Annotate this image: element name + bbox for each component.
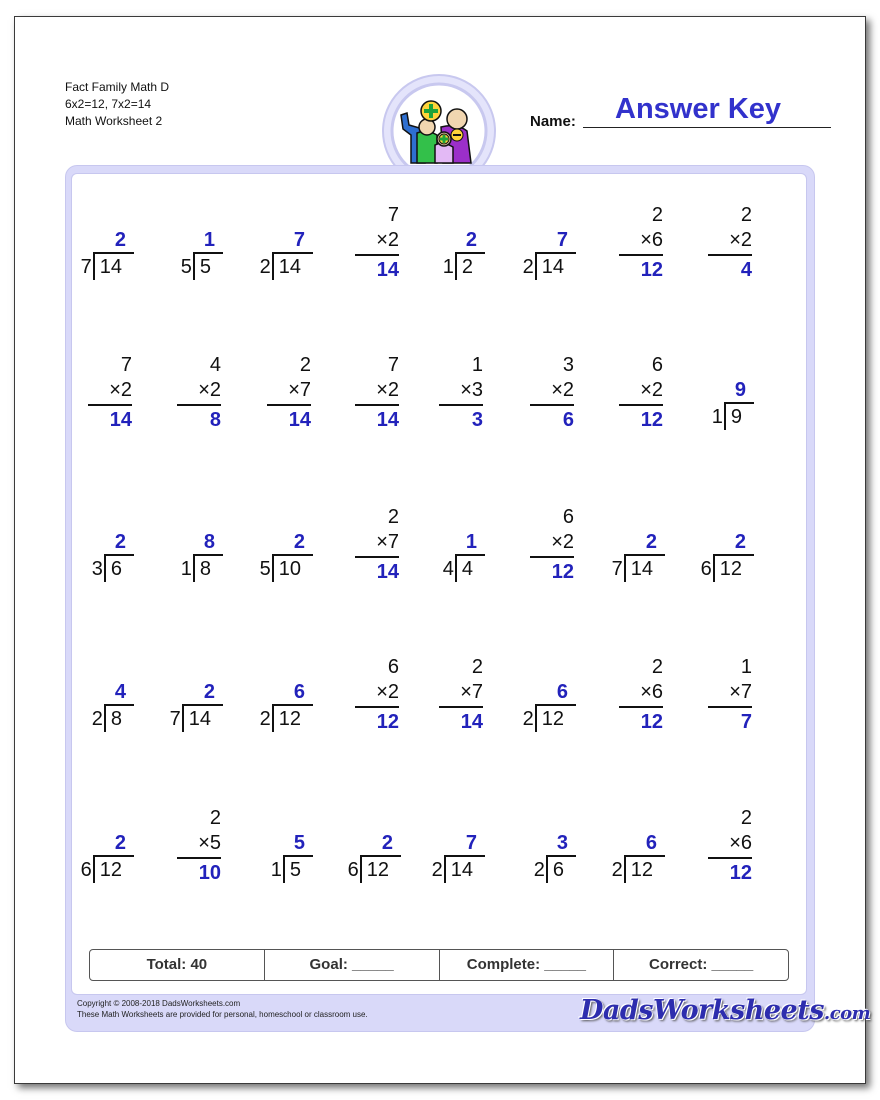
quotient-answer: 4 xyxy=(114,681,126,703)
divisor: 7 xyxy=(80,256,92,278)
quotient-answer: 1 xyxy=(203,229,215,251)
product-answer: 12 xyxy=(729,862,752,884)
factor-operator: ×2 xyxy=(355,680,399,708)
divisor: 1 xyxy=(180,558,192,580)
factor-top: 6 xyxy=(651,354,663,376)
divisor: 7 xyxy=(169,708,181,730)
division-problem xyxy=(143,530,223,582)
goal-cell: Goal: _____ xyxy=(265,950,440,980)
factor-top: 7 xyxy=(387,354,399,376)
factor-operator: ×7 xyxy=(267,378,311,406)
dividend: 14 xyxy=(93,252,134,280)
division-problem xyxy=(54,530,134,582)
divisor: 2 xyxy=(431,859,443,881)
quotient-answer: 6 xyxy=(293,681,305,703)
copyright-text: Copyright © 2008-2018 DadsWorksheets.com xyxy=(77,999,241,1008)
product-answer: 8 xyxy=(209,409,221,431)
product-answer: 14 xyxy=(376,561,399,583)
dividend: 10 xyxy=(272,554,313,582)
product-answer: 10 xyxy=(198,862,221,884)
product-answer: 6 xyxy=(562,409,574,431)
factor-top: 1 xyxy=(471,354,483,376)
division-problem xyxy=(233,530,313,582)
factor-top: 2 xyxy=(387,506,399,528)
score-summary xyxy=(89,949,789,981)
quotient-answer: 1 xyxy=(465,531,477,553)
total-cell: Total: 40 xyxy=(90,950,265,980)
factor-top: 2 xyxy=(651,204,663,226)
factor-top: 7 xyxy=(387,204,399,226)
multiplication-problem xyxy=(88,352,132,432)
quotient-answer: 9 xyxy=(734,379,746,401)
divisor: 1 xyxy=(711,406,723,428)
dividend: 14 xyxy=(272,252,313,280)
quotient-answer: 2 xyxy=(734,531,746,553)
division-problem xyxy=(405,228,485,280)
division-problem xyxy=(233,228,313,280)
factor-top: 2 xyxy=(471,656,483,678)
factor-operator: ×7 xyxy=(355,530,399,558)
dividend: 12 xyxy=(535,704,576,732)
factor-operator: ×7 xyxy=(439,680,483,708)
dividend: 8 xyxy=(193,554,223,582)
quotient-answer: 7 xyxy=(293,229,305,251)
quotient-answer: 2 xyxy=(465,229,477,251)
division-problem xyxy=(233,831,313,883)
product-answer: 14 xyxy=(460,711,483,733)
quotient-answer: 5 xyxy=(293,832,305,854)
dividend: 12 xyxy=(360,855,401,883)
divisor: 2 xyxy=(259,256,271,278)
quotient-answer: 6 xyxy=(645,832,657,854)
factor-operator: ×2 xyxy=(355,228,399,256)
division-problem xyxy=(674,530,754,582)
quotient-answer: 2 xyxy=(114,832,126,854)
factor-top: 2 xyxy=(740,204,752,226)
answer-key-text: Answer Key xyxy=(615,93,782,125)
product-answer: 14 xyxy=(376,259,399,281)
factor-top: 2 xyxy=(740,807,752,829)
product-answer: 14 xyxy=(109,409,132,431)
dividend: 2 xyxy=(455,252,485,280)
quotient-answer: 2 xyxy=(293,531,305,553)
multiplication-problem xyxy=(708,654,752,734)
quotient-answer: 7 xyxy=(465,832,477,854)
dividend: 4 xyxy=(455,554,485,582)
division-problem xyxy=(54,831,134,883)
division-problem xyxy=(143,680,223,732)
multiplication-problem xyxy=(619,654,663,734)
dividend: 5 xyxy=(193,252,223,280)
product-answer: 12 xyxy=(640,711,663,733)
factor-top: 7 xyxy=(120,354,132,376)
factor-operator: ×5 xyxy=(177,831,221,859)
factor-top: 3 xyxy=(562,354,574,376)
divisor: 1 xyxy=(442,256,454,278)
factor-operator: ×2 xyxy=(177,378,221,406)
product-answer: 3 xyxy=(471,409,483,431)
dividend: 14 xyxy=(444,855,485,883)
factor-top: 2 xyxy=(209,807,221,829)
dividend: 14 xyxy=(624,554,665,582)
divisor: 3 xyxy=(91,558,103,580)
division-problem xyxy=(54,228,134,280)
factor-operator: ×2 xyxy=(355,378,399,406)
multiplication-problem xyxy=(708,805,752,885)
brand-main: DadsWorksheets xyxy=(580,995,824,1026)
factor-top: 1 xyxy=(740,656,752,678)
divisor: 7 xyxy=(611,558,623,580)
factor-operator: ×3 xyxy=(439,378,483,406)
division-problem xyxy=(496,831,576,883)
divisor: 5 xyxy=(259,558,271,580)
factor-top: 2 xyxy=(651,656,663,678)
dividend: 6 xyxy=(104,554,134,582)
divisor: 6 xyxy=(80,859,92,881)
dividend: 8 xyxy=(104,704,134,732)
brand-logo xyxy=(580,995,870,1026)
division-problem xyxy=(674,378,754,430)
quotient-answer: 8 xyxy=(203,531,215,553)
dividend: 14 xyxy=(535,252,576,280)
factor-operator: ×2 xyxy=(530,530,574,558)
divisor: 6 xyxy=(700,558,712,580)
division-problem xyxy=(321,831,401,883)
product-answer: 12 xyxy=(640,259,663,281)
multiplication-problem xyxy=(619,202,663,282)
product-answer: 4 xyxy=(740,259,752,281)
factor-operator: ×6 xyxy=(619,228,663,256)
divisor: 2 xyxy=(91,708,103,730)
multiplication-problem xyxy=(177,352,221,432)
multiplication-problem xyxy=(530,352,574,432)
quotient-answer: 6 xyxy=(556,681,568,703)
dividend: 5 xyxy=(283,855,313,883)
divisor: 2 xyxy=(611,859,623,881)
division-problem xyxy=(496,680,576,732)
product-answer: 12 xyxy=(640,409,663,431)
dividend: 12 xyxy=(713,554,754,582)
divisor: 2 xyxy=(522,256,534,278)
factor-operator: ×7 xyxy=(708,680,752,708)
quotient-answer: 2 xyxy=(645,531,657,553)
multiplication-problem xyxy=(177,805,221,885)
product-answer: 12 xyxy=(551,561,574,583)
divisor: 6 xyxy=(347,859,359,881)
divisor: 4 xyxy=(442,558,454,580)
division-problem xyxy=(54,680,134,732)
multiplication-problem xyxy=(530,504,574,584)
divisor: 1 xyxy=(270,859,282,881)
worksheet-title: Fact Family Math D xyxy=(65,80,170,94)
complete-cell: Complete: _____ xyxy=(440,950,615,980)
multiplication-problem xyxy=(439,654,483,734)
dividend: 12 xyxy=(272,704,313,732)
dividend: 9 xyxy=(724,402,754,430)
division-problem xyxy=(585,530,665,582)
division-problem xyxy=(143,228,223,280)
division-problem xyxy=(496,228,576,280)
division-problem xyxy=(233,680,313,732)
quotient-answer: 3 xyxy=(556,832,568,854)
factor-top: 6 xyxy=(387,656,399,678)
brand-suffix: .com xyxy=(823,1003,871,1024)
problem-grid xyxy=(15,17,865,1017)
factor-operator: ×6 xyxy=(619,680,663,708)
factor-operator: ×2 xyxy=(530,378,574,406)
dividend: 12 xyxy=(624,855,665,883)
multiplication-problem xyxy=(619,352,663,432)
multiplication-problem xyxy=(355,504,399,584)
division-problem xyxy=(405,831,485,883)
usage-text: These Math Worksheets are provided for personal, homeschool or classroom use. xyxy=(77,1010,368,1019)
worksheet-subtitle: 6x2=12, 7x2=14 xyxy=(65,97,152,111)
quotient-answer: 7 xyxy=(556,229,568,251)
factor-top: 4 xyxy=(209,354,221,376)
product-answer: 7 xyxy=(740,711,752,733)
product-answer: 12 xyxy=(376,711,399,733)
multiplication-problem xyxy=(267,352,311,432)
multiplication-problem xyxy=(355,352,399,432)
correct-cell: Correct: _____ xyxy=(649,956,754,973)
product-answer: 14 xyxy=(288,409,311,431)
name-label: Name: xyxy=(530,113,576,130)
dividend: 12 xyxy=(93,855,134,883)
division-problem xyxy=(585,831,665,883)
multiplication-problem xyxy=(355,654,399,734)
product-answer: 14 xyxy=(376,409,399,431)
factor-operator: ×2 xyxy=(619,378,663,406)
multiplication-problem xyxy=(355,202,399,282)
copyright-notice xyxy=(77,998,368,1020)
division-problem xyxy=(405,530,485,582)
divisor: 2 xyxy=(533,859,545,881)
dividend: 14 xyxy=(182,704,223,732)
factor-top: 2 xyxy=(299,354,311,376)
quotient-answer: 2 xyxy=(381,832,393,854)
quotient-answer: 2 xyxy=(114,229,126,251)
factor-operator: ×6 xyxy=(708,831,752,859)
factor-operator: ×2 xyxy=(708,228,752,256)
divisor: 5 xyxy=(180,256,192,278)
dividend: 6 xyxy=(546,855,576,883)
multiplication-problem xyxy=(708,202,752,282)
multiplication-problem xyxy=(439,352,483,432)
factor-top: 6 xyxy=(562,506,574,528)
worksheet-number: Math Worksheet 2 xyxy=(65,114,163,128)
divisor: 2 xyxy=(522,708,534,730)
quotient-answer: 2 xyxy=(203,681,215,703)
worksheet-page xyxy=(14,16,871,1084)
factor-operator: ×2 xyxy=(88,378,132,406)
quotient-answer: 2 xyxy=(114,531,126,553)
divisor: 2 xyxy=(259,708,271,730)
